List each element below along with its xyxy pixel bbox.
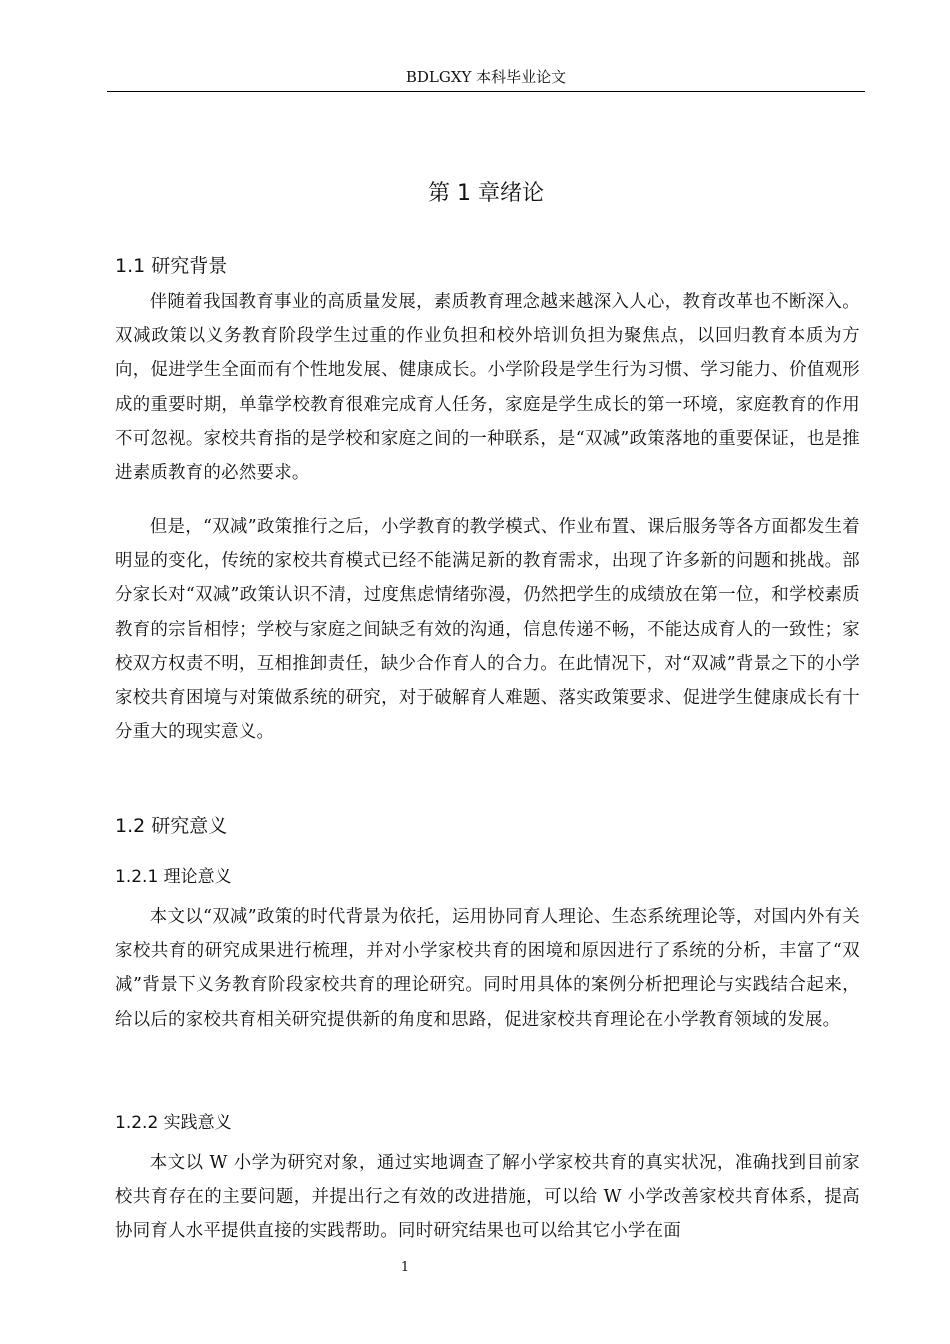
header-rule bbox=[107, 91, 865, 92]
paragraph-background-1: 伴随着我国教育事业的高质量发展，素质教育理念越来越深入人心，教育改革也不断深入。双减政策以义务教育阶段学生过重的作业负担和校外培训负担为聚焦点，以回归教育本质为方向，促进学生全面而有个性地发展、健康成长。小学阶段是学生行为习惯、学习能力、价值观形成的重要时期，单靠学校教育很难完成育人任务，家庭是学生成长的第一环境，家庭教育的作用不可忽视。家校共育指的是学校和家庭之间的一种联系，是“双减”政策落地的重要保证，也是推进素质教育的必然要求。 bbox=[115, 292, 860, 484]
subsection-heading-1-2-2: 1.2.2 实践意义 bbox=[115, 1113, 232, 1133]
section-heading-1-2: 1.2 研究意义 bbox=[115, 815, 228, 837]
page-number: 1 bbox=[400, 1260, 410, 1275]
subsection-heading-1-2-1: 1.2.1 理论意义 bbox=[115, 867, 232, 887]
paragraph-practical-significance: 本文以 W 小学为研究对象，通过实地调查了解小学家校共育的真实状况，准确找到目前家校共育存在的主要问题，并提出行之有效的改进措施，可以给 W 小学改善家校共育体系，提高协同育人水平提供直接的实践帮助。同时研究结果也可以给其它小学在面 bbox=[115, 1153, 860, 1242]
running-header: BDLGXY 本科毕业论文 bbox=[405, 68, 567, 86]
chapter-title: 第 1 章绪论 bbox=[428, 181, 544, 206]
paragraph-background-2: 但是，“双减”政策推行之后，小学教育的教学模式、作业布置、课后服务等各方面都发生着明显的变化，传统的家校共育模式已经不能满足新的教育需求，出现了许多新的问题和挑战。部分家长对“双减”政策认识不清，过度焦虑情绪弥漫，仍然把学生的成绩放在第一位，和学校素质教育的宗旨相悖；学校与家庭之间缺乏有效的沟通，信息传递不畅，不能达成育人的一致性；家校双方权责不明，互相推卸责任，缺少合作育人的合力。在此情况下，对“双减”背景之下的小学家校共育困境与对策做系统的研究，对于破解育人难题、落实政策要求、促进学生健康成长有十分重大的现实意义。 bbox=[115, 517, 860, 743]
section-heading-1-1: 1.1 研究背景 bbox=[115, 255, 228, 277]
paragraph-theoretical-significance: 本文以“双减”政策的时代背景为依托，运用协同育人理论、生态系统理论等，对国内外有关家校共育的研究成果进行梳理，并对小学家校共育的困境和原因进行了系统的分析，丰富了“双减”背景下义务教育阶段家校共育的理论研究。同时用具体的案例分析把理论与实践结合起来，给以后的家校共育相关研究提供新的角度和思路，促进家校共育理论在小学教育领域的发展。 bbox=[115, 907, 860, 1030]
